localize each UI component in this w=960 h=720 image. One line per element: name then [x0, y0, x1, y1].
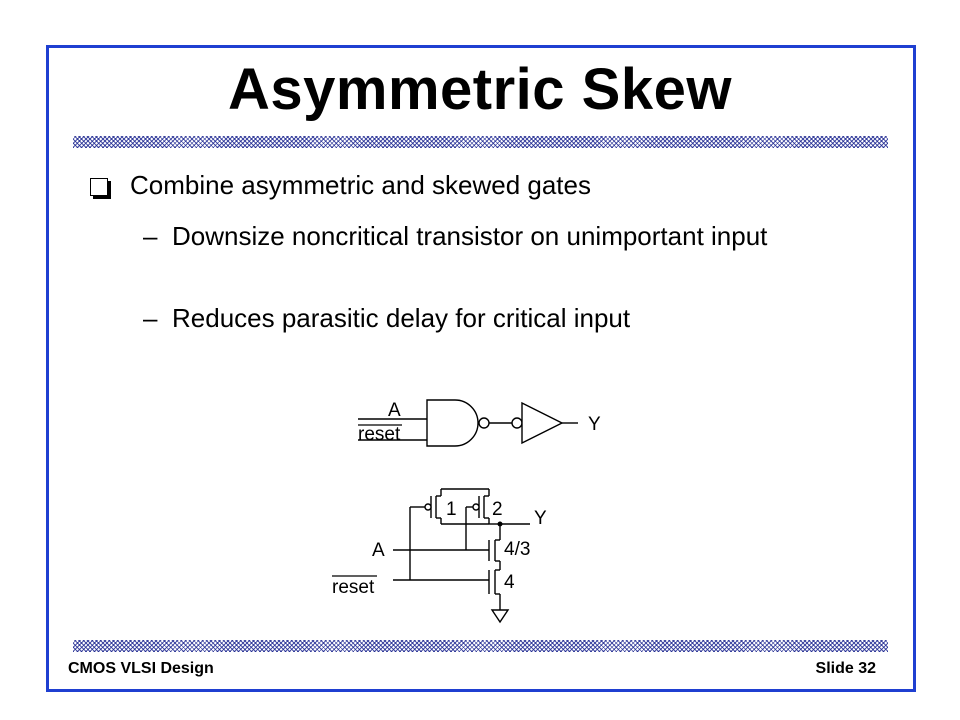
input-reset-label: reset	[332, 577, 375, 598]
pmos2-size-label: 2	[492, 499, 503, 520]
nmos-a-size-label: 4/3	[504, 539, 531, 560]
dash-bullet: –	[143, 221, 158, 251]
dash-bullet: –	[143, 303, 158, 333]
main-bullet-text: Combine asymmetric and skewed gates	[130, 170, 591, 200]
title-divider	[73, 136, 888, 148]
input-a-label: A	[372, 540, 385, 561]
schematic	[320, 385, 620, 635]
gate-input-a-label: A	[388, 400, 401, 421]
slide-title: Asymmetric Skew	[228, 57, 732, 122]
sub-bullet-text: Downsize noncritical transistor on unimportant input	[172, 221, 768, 251]
footer-slide-number: Slide 32	[815, 660, 876, 677]
sub-bullet-2	[143, 302, 863, 334]
checkbox-bullet-icon	[90, 178, 108, 196]
output-node-dot	[498, 522, 503, 527]
sub-bullet-1	[143, 220, 863, 252]
pmos1-size-label: 1	[446, 499, 457, 520]
gate-output-label: Y	[588, 414, 601, 435]
main-bullet	[90, 170, 591, 201]
footer-course: CMOS VLSI Design	[68, 660, 214, 677]
nmos-reset-size-label: 4	[504, 572, 515, 593]
sub-bullet-text: Reduces parasitic delay for critical input	[172, 303, 631, 333]
gate-input-reset-label: reset	[358, 424, 401, 445]
output-y-label: Y	[534, 508, 547, 529]
footer-divider	[73, 640, 888, 652]
